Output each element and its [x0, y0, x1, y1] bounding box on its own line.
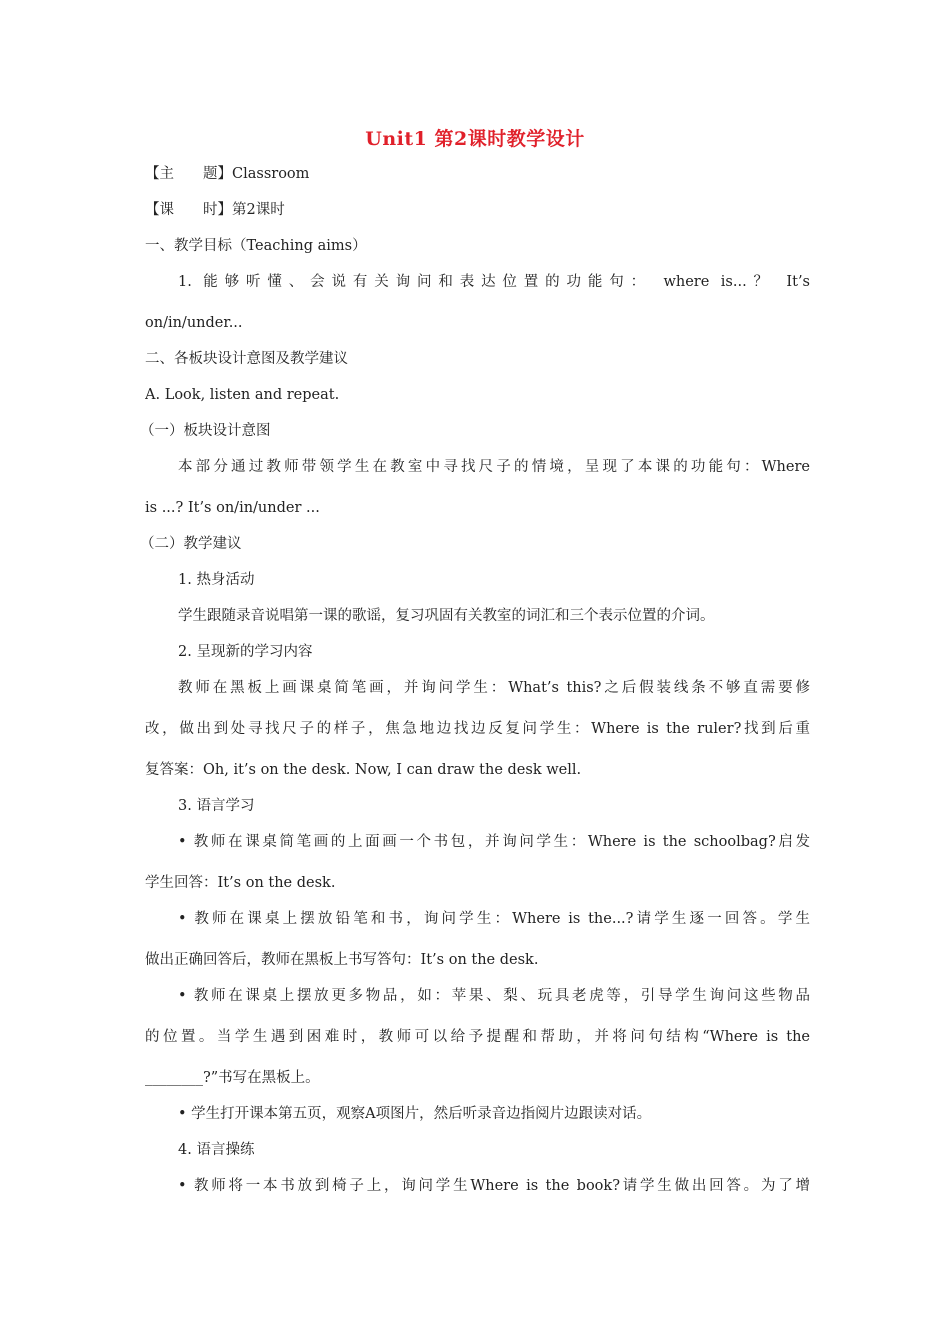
period-value: 第2课时: [232, 202, 285, 218]
section-heading: 二、各板块设计意图及教学建议: [145, 351, 348, 367]
bullet-line: • 教师在课桌上摆放铅笔和书，询问学生：Where is the...?请学生逐一回答。学生: [178, 911, 810, 927]
list-heading: 3. 语言学习: [178, 798, 255, 814]
paragraph-line: on/in/under...: [145, 315, 243, 331]
paragraph-line: 学生回答：It’s on the desk.: [145, 875, 336, 891]
topic-label: 【主 题】: [145, 166, 232, 182]
paragraph-line: 1. 能够听懂、会说有关询问和表达位置的功能句： where is...？ It’s: [178, 274, 810, 290]
paragraph-line: 的位置。当学生遇到困难时，教师可以给予提醒和帮助，并将问句结构“Where is the: [145, 1029, 810, 1045]
period-label: 【课 时】: [145, 202, 232, 218]
list-heading: 2. 呈现新的学习内容: [178, 644, 313, 660]
bullet-line: • 教师在课桌简笔画的上面画一个书包，并询问学生：Where is the schoolbag?启发: [178, 834, 810, 850]
document-title: Unit1 第2课时教学设计: [365, 128, 585, 150]
bullet-line: • 学生打开课本第五页，观察A项图片，然后听录音边指阅片边跟读对话。: [178, 1106, 652, 1122]
paragraph-line: 做出正确回答后，教师在黑板上书写答句：It’s on the desk.: [145, 952, 539, 968]
paragraph-line: 学生跟随录音说唱第一课的歌谣，复习巩固有关教室的词汇和三个表示位置的介词。: [178, 608, 715, 624]
paragraph-line: 本部分通过教师带领学生在教室中寻找尺子的情境，呈现了本课的功能句：Where: [178, 459, 810, 475]
paragraph-line: 复答案：Oh, it’s on the desk. Now, I can draw the desk well.: [145, 762, 582, 778]
meta-topic: [145, 164, 810, 184]
section-heading: 一、教学目标（Teaching aims）: [145, 238, 367, 254]
topic-value: Classroom: [232, 166, 310, 182]
bullet-line: • 教师在课桌上摆放更多物品，如：苹果、梨、玩具老虎等，引导学生询问这些物品: [178, 988, 810, 1004]
subsection-heading: A. Look, listen and repeat.: [145, 387, 340, 403]
list-heading: 4. 语言操练: [178, 1142, 255, 1158]
subsection-heading: （一）板块设计意图: [140, 423, 271, 439]
paragraph-line: 教师在黑板上画课桌简笔画，并询问学生：What’s this?之后假装线条不够直需要修: [178, 680, 810, 696]
subsection-heading: （二）教学建议: [140, 536, 242, 552]
paragraph-line: is ...? It’s on/in/under ...: [145, 500, 320, 516]
paragraph-line: ________?”书写在黑板上。: [145, 1070, 320, 1086]
meta-period: [145, 200, 810, 220]
bullet-line: • 教师将一本书放到椅子上，询问学生Where is the book?请学生做出回答。为了增: [178, 1178, 810, 1194]
list-heading: 1. 热身活动: [178, 572, 255, 588]
paragraph-line: 改，做出到处寻找尺子的样子，焦急地边找边反复问学生：Where is the ruler?找到后重: [145, 721, 810, 737]
